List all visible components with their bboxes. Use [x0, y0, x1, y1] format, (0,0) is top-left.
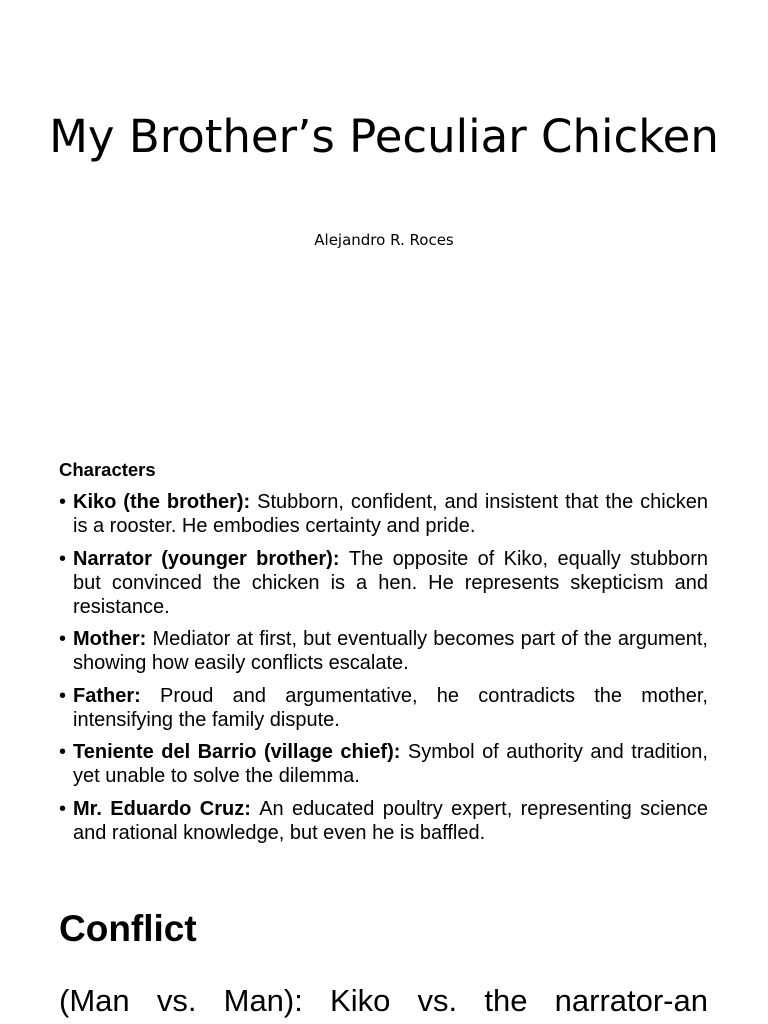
list-item: [59, 490, 708, 538]
bullet-icon: •: [59, 684, 67, 707]
character-name: Narrator (younger brother):: [73, 547, 349, 570]
character-description: An educated poultry expert, representing science and rational knowledge, but even he is baffled.: [73, 797, 708, 844]
character-description: The opposite of Kiko, equally stubborn but convinced the chicken is a hen. He represents skepticism and resistance.: [73, 547, 709, 618]
list-item: [59, 684, 708, 732]
list-item: [59, 627, 708, 675]
character-name: Father:: [73, 684, 161, 707]
character-name: Kiko (the brother):: [73, 491, 258, 513]
character-description: Symbol of authority and tradition, yet unable to solve the dilemma.: [73, 741, 708, 787]
document-title: My Brother’s Peculiar Chicken: [49, 110, 719, 163]
list-item: [59, 740, 708, 788]
bullet-icon: •: [59, 491, 67, 513]
bullet-icon: •: [59, 741, 67, 763]
character-description: Stubborn, confident, and insistent that the chicken is a rooster. He embodies certainty and pride.: [73, 491, 708, 537]
bullet-icon: •: [59, 628, 67, 650]
characters-heading: Characters: [59, 459, 156, 480]
list-item: [59, 547, 708, 619]
character-name: Teniente del Barrio (village chief):: [73, 741, 408, 763]
character-name: Mother:: [73, 628, 153, 650]
characters-list: [59, 490, 708, 845]
author-name: Alejandro R. Roces: [314, 231, 454, 249]
list-item: [59, 797, 708, 845]
bullet-icon: •: [59, 797, 67, 820]
conflict-text: (Man vs. Man): Kiko vs. the narrator-an: [59, 983, 708, 1018]
character-description: Mediator at first, but eventually becomes part of the argument, showing how easily conflicts escalate.: [73, 628, 708, 674]
character-description: Proud and argumentative, he contradicts the mother, intensifying the family dispute.: [73, 684, 708, 731]
characters-section: [59, 458, 708, 853]
conflict-heading: Conflict: [59, 908, 197, 949]
bullet-icon: •: [59, 547, 67, 570]
character-name: Mr. Eduardo Cruz:: [73, 797, 260, 820]
